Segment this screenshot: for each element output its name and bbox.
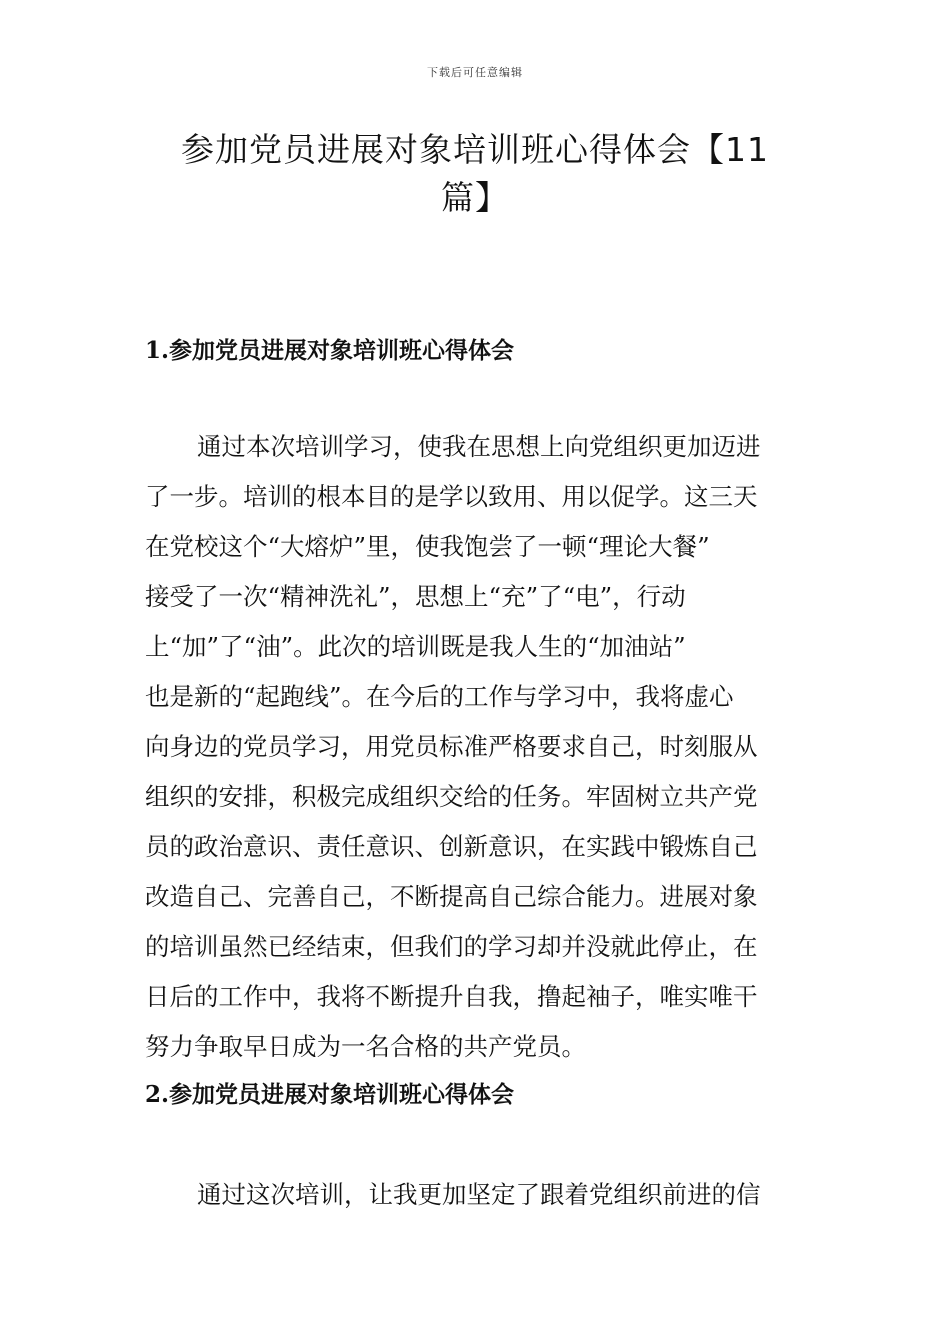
header-note: 下载后可任意编辑 (427, 66, 523, 79)
title-line-2: 篇】 (441, 178, 509, 217)
paragraph-line: 的培训虽然已经结束，但我们的学习却并没就此停止，在 (145, 932, 758, 961)
paragraph-line: 接受了一次“精神洗礼”，思想上“充”了“电”，行动 (145, 582, 686, 611)
paragraph-line: 努力争取早日成为一名合格的共产党员。 (145, 1032, 586, 1061)
paragraph-line: 改造自己、完善自己，不断提高自己综合能力。进展对象 (145, 882, 758, 911)
section-2-paragraph (145, 1170, 805, 1220)
paragraph-line: 通过本次培训学习，使我在思想上向党组织更加迈进 (197, 432, 761, 461)
section-2-heading: 2.参加党员进展对象培训班心得体会 (145, 1081, 515, 1108)
paragraph-line: 日后的工作中，我将不断提升自我，撸起袖子，唯实唯干 (145, 982, 758, 1011)
paragraph-line: 员的政治意识、责任意识、创新意识，在实践中锻炼自己 (145, 832, 758, 861)
paragraph-line: 向身边的党员学习，用党员标准严格要求自己，时刻服从 (145, 732, 758, 761)
paragraph-line: 通过这次培训，让我更加坚定了跟着党组织前进的信 (197, 1180, 761, 1209)
paragraph-line: 也是新的“起跑线”。在今后的工作与学习中，我将虚心 (145, 682, 734, 711)
section-1-paragraph (145, 422, 805, 1072)
section-1-heading: 1.参加党员进展对象培训班心得体会 (145, 337, 515, 364)
paragraph-line: 组织的安排，积极完成组织交给的任务。牢固树立共产党 (145, 782, 758, 811)
document-title (150, 126, 800, 222)
paragraph-line: 了一步。培训的根本目的是学以致用、用以促学。这三天 (145, 482, 758, 511)
paragraph-line: 上“加”了“油”。此次的培训既是我人生的“加油站” (145, 632, 686, 661)
paragraph-line: 在党校这个“大熔炉”里，使我饱尝了一顿“理论大餐” (145, 532, 710, 561)
title-line-1: 参加党员进展对象培训班心得体会【11 (181, 130, 769, 169)
